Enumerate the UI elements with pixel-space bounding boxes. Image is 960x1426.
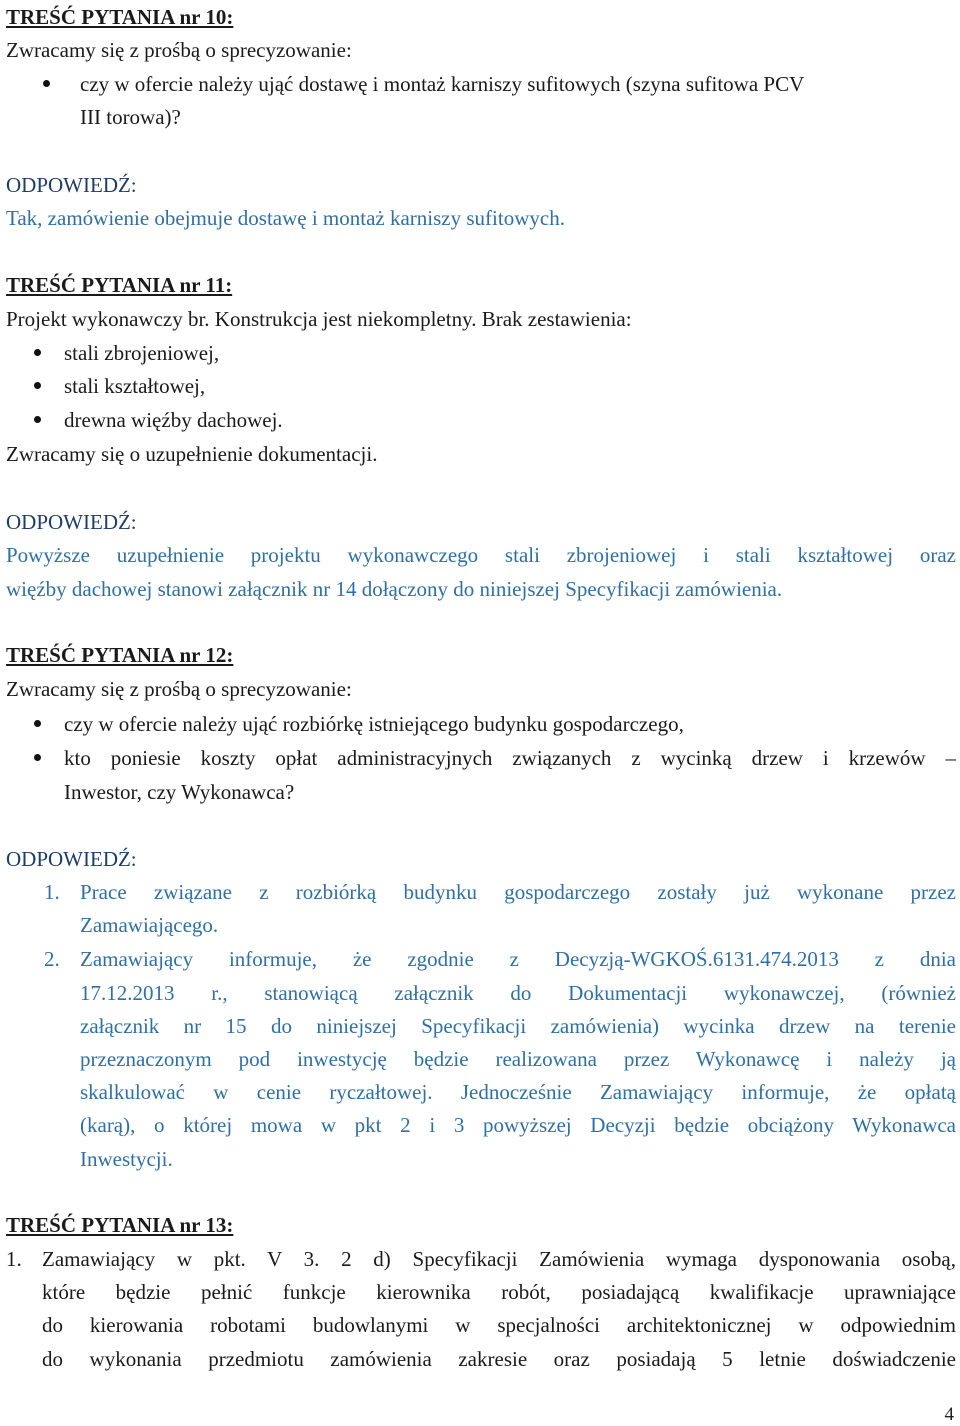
question-11-intro: Projekt wykonawczy br. Konstrukcja jest niekompletny. Brak zestawienia: (6, 307, 632, 331)
answer-12-label: ODPOWIEDŹ: (6, 847, 137, 871)
answer-12-item-2-line: (karą), o której mowa w pkt 2 i 3 powyższej Decyzji będzie obciążony Wykonawca (80, 1113, 956, 1137)
question-11-heading: TREŚĆ PYTANIA nr 11: (6, 273, 233, 297)
question-12-bullet-2: kto poniesie koszty opłat administracyjnych związanych z wycinką drzew i krzewów – (64, 746, 956, 770)
answer-10-label: ODPOWIEDŹ: (6, 173, 137, 197)
question-13-item-1-line: do kierowania robotami budowlanymi w specjalności architektonicznej w odpowiednim (42, 1313, 956, 1337)
answer-11-text-cont: więźby dachowej stanowi załącznik nr 14 dołączony do niniejszej Specyfikacji zamówienia. (6, 577, 783, 601)
bullet-icon (34, 382, 41, 389)
question-11-bullet: stali zbrojeniowej, (64, 341, 220, 365)
answer-12-item-1: Prace związane z rozbiórką budynku gospodarczego zostały już wykonane przez (80, 880, 956, 904)
question-12-intro: Zwracamy się z prośbą o sprecyzowanie: (6, 677, 352, 701)
answer-12-item-2-line: przeznaczonym pod inwestycję będzie realizowana przez Wykonawcę i należy ją (80, 1047, 956, 1071)
question-12-bullet-2-cont: Inwestor, czy Wykonawca? (64, 780, 295, 804)
bullet-icon (34, 720, 41, 727)
answer-11-text: Powyższe uzupełnienie projektu wykonawczego stali zbrojeniowej i stali kształtowej oraz (6, 543, 956, 567)
page-number: 4 (944, 1404, 954, 1425)
answer-12-item-2-line: 17.12.2013 r., stanowiącą załącznik do Dokumentacji wykonawczej, (również (80, 981, 956, 1005)
question-10-bullet-1-cont: III torowa)? (80, 105, 181, 129)
question-13-heading: TREŚĆ PYTANIA nr 13: (6, 1213, 234, 1237)
answer-11-label: ODPOWIEDŹ: (6, 510, 137, 534)
answer-12-item-1-cont: Zamawiającego. (80, 913, 219, 937)
question-13-item-1-line: Zamawiający w pkt. V 3. 2 d) Specyfikacji Zamówienia wymaga dysponowania osobą, (42, 1247, 956, 1271)
question-13-item-1-line: które będzie pełnić funkcje kierownika robót, posiadającą kwalifikacje uprawniające (42, 1280, 956, 1304)
answer-12-item-2-line: Inwestycji. (80, 1147, 173, 1171)
bullet-icon (34, 416, 41, 423)
question-11-bullet: drewna więźby dachowej. (64, 408, 283, 432)
question-10-bullet-1: czy w ofercie należy ująć dostawę i montaż karniszy sufitowych (szyna sufitowa PCV (80, 72, 805, 96)
bullet-icon (43, 80, 50, 87)
question-12-heading: TREŚĆ PYTANIA nr 12: (6, 643, 234, 667)
answer-12-item-2-line: skalkulować w cenie ryczałtowej. Jednocześnie Zamawiający informuje, że opłatą (80, 1080, 956, 1104)
question-12-bullet-1: czy w ofercie należy ująć rozbiórkę istniejącego budynku gospodarczego, (64, 712, 684, 736)
answer-12-item-2-line: Zamawiający informuje, że zgodnie z Decyzją-WGKOŚ.6131.474.2013 z dnia (80, 947, 956, 971)
answer-12-item-1-number: 1. (44, 880, 60, 904)
bullet-icon (34, 349, 41, 356)
bullet-icon (34, 754, 41, 761)
answer-10-text: Tak, zamówienie obejmuje dostawę i montaż karniszy sufitowych. (6, 206, 565, 230)
question-10-intro: Zwracamy się z prośbą o sprecyzowanie: (6, 38, 352, 62)
question-11-outro: Zwracamy się o uzupełnienie dokumentacji. (6, 442, 378, 466)
answer-12-item-2-number: 2. (44, 947, 60, 971)
answer-12-item-2-line: załącznik nr 15 do niniejszej Specyfikacji zamówienia) wycinka drzew na terenie (80, 1014, 956, 1038)
question-13-item-1-line: do wykonania przedmiotu zamówienia zakresie oraz posiadają 5 letnie doświadczenie (42, 1347, 956, 1371)
question-11-bullet: stali kształtowej, (64, 374, 206, 398)
question-10-heading: TREŚĆ PYTANIA nr 10: (6, 5, 234, 29)
question-13-item-1-number: 1. (6, 1247, 22, 1271)
